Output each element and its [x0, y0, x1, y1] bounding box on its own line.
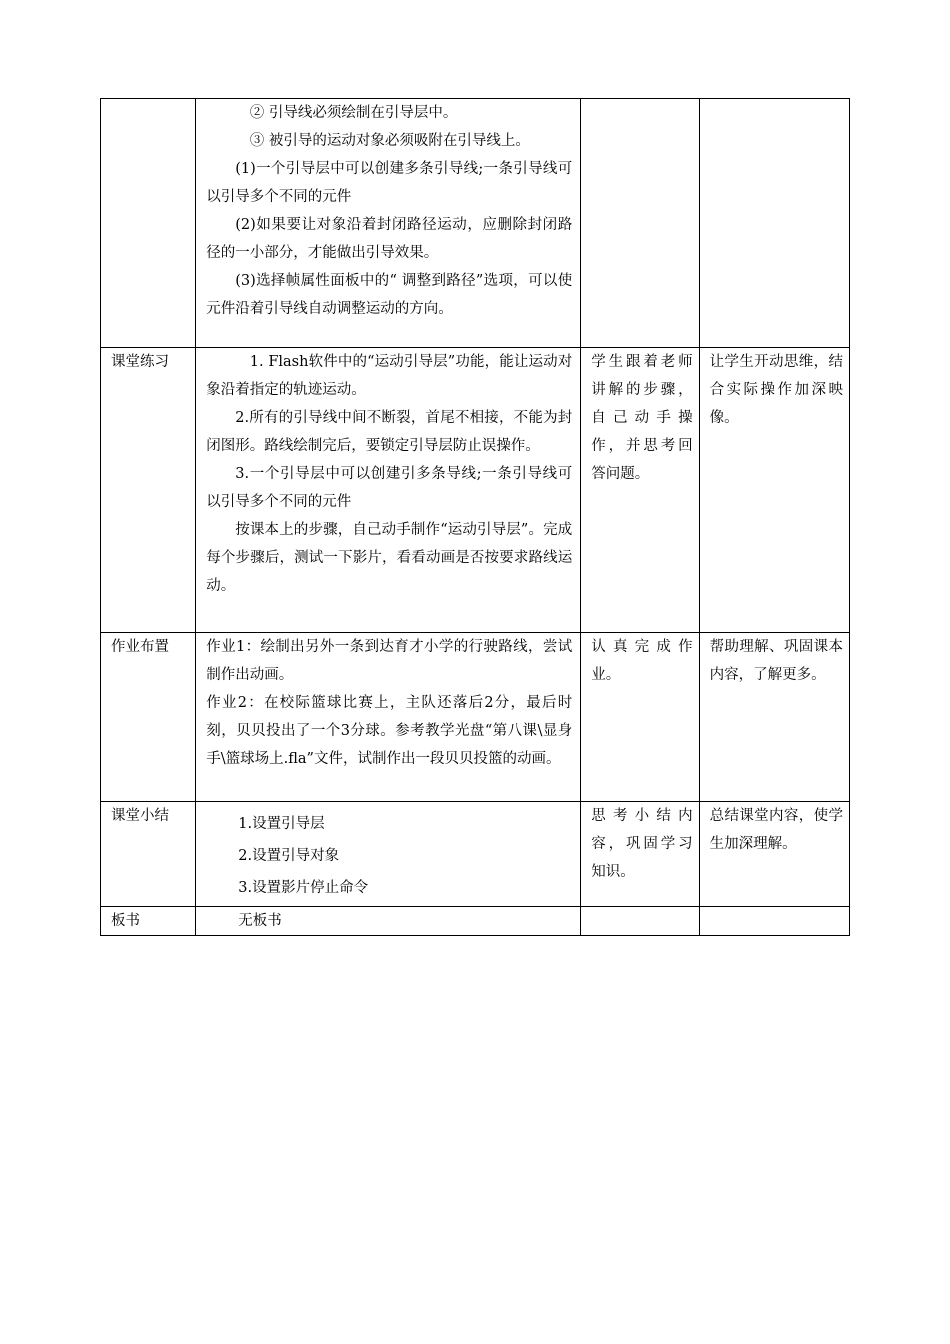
row-content — [196, 99, 581, 348]
content-line: 按课本上的步骤，自己动手制作“运动引导层”。完成每个步骤后，测试一下影片，看看动画是否按要求路线运动。 — [206, 522, 573, 594]
table-row-intro — [101, 99, 850, 348]
board-content: 无板书 — [238, 913, 282, 929]
design-purpose — [699, 633, 849, 802]
row-label: 板书 — [101, 907, 196, 936]
content-line: ③ 被引导的运动对象必须吸附在引导线上。 — [249, 133, 530, 149]
row-label: 课堂练习 — [101, 348, 196, 633]
design-purpose-text: 总结课堂内容，使学生加深理解。 — [709, 808, 843, 852]
design-purpose-text: 帮助理解、巩固课本内容，了解更多。 — [709, 639, 843, 683]
student-activity — [581, 99, 699, 348]
table-row-practice — [101, 348, 850, 633]
table-row-homework — [101, 633, 850, 802]
row-label — [101, 99, 196, 348]
design-purpose — [699, 99, 849, 348]
design-purpose — [699, 348, 849, 633]
student-activity-text: 学生跟着老师讲解的步骤，自己动手操作，并思考回答问题。 — [591, 354, 693, 482]
summary-item: 3.设置影片停止命令 — [238, 880, 369, 896]
row-label: 课堂小结 — [101, 802, 196, 907]
student-activity — [581, 907, 699, 936]
content-line: ② 引导线必须绘制在引导层中。 — [249, 105, 458, 121]
table-row-board — [101, 907, 850, 936]
row-content — [196, 907, 581, 936]
content-line: 作业1：绘制出另外一条到达育才小学的行驶路线，尝试制作出动画。 — [206, 639, 573, 683]
student-activity — [581, 802, 699, 907]
student-activity-text: 思考小结内容，巩固学习知识。 — [591, 808, 693, 880]
content-line: (1)一个引导层中可以创建多条引导线;一条引导线可以引导多个不同的元件 — [206, 161, 573, 205]
student-activity — [581, 348, 699, 633]
content-line: 1. Flash软件中的“运动引导层”功能，能让运动对象沿着指定的轨迹运动。 — [206, 354, 573, 398]
lesson-plan-table — [100, 98, 850, 936]
content-line: 作业2：在校际篮球比赛上，主队还落后2分，最后时刻，贝贝投出了一个3分球。参考教学光盘“第八课\显身手\篮球场上.fla”文件，试制作出一段贝贝投篮的动画。 — [206, 695, 573, 767]
design-purpose — [699, 907, 849, 936]
design-purpose-text: 让学生开动思维，结合实际操作加深映像。 — [709, 354, 843, 426]
content-line: 3.一个引导层中可以创建引多条导线;一条引导线可以引导多个不同的元件 — [206, 466, 573, 510]
row-content — [196, 633, 581, 802]
row-content — [196, 802, 581, 907]
content-line: (2)如果要让对象沿着封闭路径运动，应删除封闭路径的一小部分，才能做出引导效果。 — [206, 217, 573, 261]
row-content — [196, 348, 581, 633]
summary-item: 1.设置引导层 — [238, 816, 325, 832]
summary-item: 2.设置引导对象 — [238, 848, 340, 864]
design-purpose — [699, 802, 849, 907]
student-activity-text: 认真完成作业。 — [591, 639, 693, 683]
content-line: (3)选择帧属性面板中的“ 调整到路径”选项，可以使元件沿着引导线自动调整运动的方向。 — [206, 273, 573, 317]
table-row-summary — [101, 802, 850, 907]
content-line: 2.所有的引导线中间不断裂，首尾不相接，不能为封闭图形。路线绘制完后，要锁定引导层防止误操作。 — [206, 410, 573, 454]
student-activity — [581, 633, 699, 802]
row-label: 作业布置 — [101, 633, 196, 802]
